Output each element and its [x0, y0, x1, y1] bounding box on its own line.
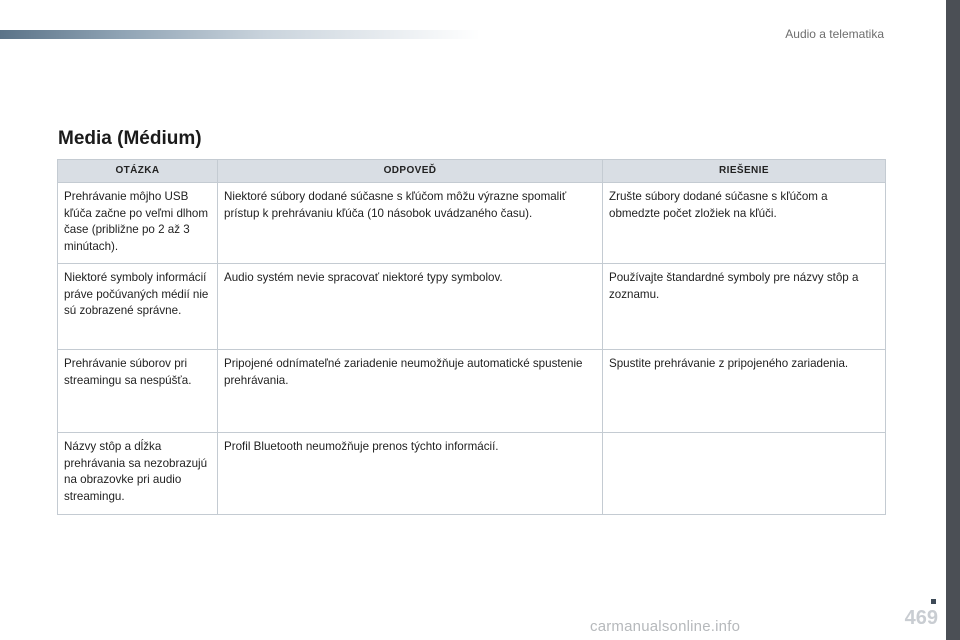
cell-answer: Profil Bluetooth neumožňuje prenos týchto informácií. [218, 433, 603, 515]
cell-question: Niektoré symboly informácií práve počúvaných médií nie sú zobrazené správne. [58, 264, 218, 350]
table-row [58, 183, 886, 264]
table-row [58, 433, 886, 515]
column-header-answer: ODPOVEĎ [218, 160, 603, 183]
column-header-solution: RIEŠENIE [603, 160, 886, 183]
cell-solution: Spustite prehrávanie z pripojeného zariadenia. [603, 350, 886, 433]
faq-table [57, 159, 886, 515]
cell-answer: Pripojené odnímateľné zariadenie neumožňuje automatické spustenie prehrávania. [218, 350, 603, 433]
section-label: Audio a telematika [785, 27, 884, 41]
watermark: carmanualsonline.info [590, 618, 741, 635]
cell-answer: Niektoré súbory dodané súčasne s kľúčom môžu výrazne spomaliť prístup k prehrávaniu kľúča (10 násobok uvádzaného času). [218, 183, 603, 264]
cell-question: Prehrávanie súborov pri streamingu sa nespúšťa. [58, 350, 218, 433]
cell-question: Názvy stôp a dĺžka prehrávania sa nezobrazujú na obrazovke pri audio streamingu. [58, 433, 218, 515]
cell-solution: Zrušte súbory dodané súčasne s kľúčom a obmedzte počet zložiek na kľúči. [603, 183, 886, 264]
page-marker-dot [931, 599, 936, 604]
cell-solution [603, 433, 886, 515]
table-row [58, 264, 886, 350]
column-header-question: OTÁZKA [58, 160, 218, 183]
cell-solution: Používajte štandardné symboly pre názvy stôp a zoznamu. [603, 264, 886, 350]
page-title: Media (Médium) [58, 128, 202, 149]
table-header-row [58, 160, 886, 183]
cell-question: Prehrávanie môjho USB kľúča začne po veľmi dlhom čase (približne po 2 až 3 minútach). [58, 183, 218, 264]
table-row [58, 350, 886, 433]
header-decorative-bar [0, 30, 480, 39]
page-number: 469 [904, 607, 938, 629]
page-edge-band [946, 0, 960, 640]
cell-answer: Audio systém nevie spracovať niektoré typy symbolov. [218, 264, 603, 350]
